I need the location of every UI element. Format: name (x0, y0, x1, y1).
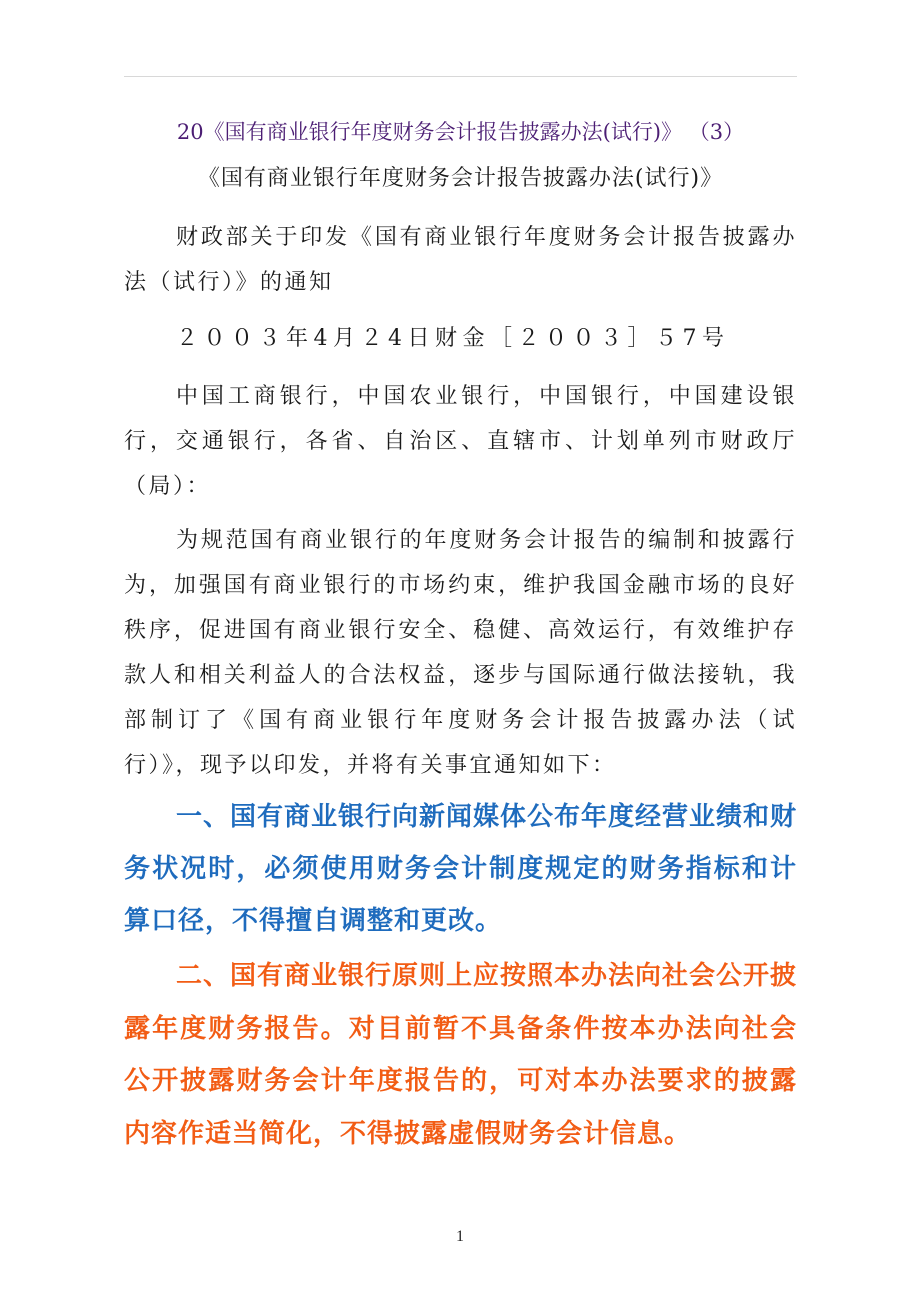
item-one-paragraph: 一、国有商业银行向新闻媒体公布年度经营业绩和财务状况时，必须使用财务会计制度规定的财务指标和计算口径，不得擅自调整和更改。 (124, 802, 798, 936)
recipients-paragraph: 中国工商银行，中国农业银行，中国银行，中国建设银行，交通银行，各省、自治区、直辖市、计划单列市财政厅（局）： (124, 384, 797, 499)
intro-paragraph: 为规范国有商业银行的年度财务会计报告的编制和披露行为，加强国有商业银行的市场约束，维护我国金融市场的良好秩序，促进国有商业银行安全、稳健、高效运行，有效维护存款人和相关利益人的合法权益，逐步与国际通行做法接轨，我部制订了《国有商业银行年度财务会计报告披露办法（试行）》，现予以印发，并将有关事宜通知如下： (124, 528, 797, 778)
item-two-paragraph: 二、国有商业银行原则上应按照本办法向社会公开披露年度财务报告。对目前暂不具备条件按本办法向社会公开披露财务会计年度报告的，可对本办法要求的披露内容作适当简化，不得披露虚假财务会计信息。 (124, 961, 798, 1149)
document-subtitle: 《国有商业银行年度财务会计报告披露办法(试行)》 (197, 166, 724, 191)
header-rule (124, 76, 797, 77)
notice-heading: 财政部关于印发《国有商业银行年度财务会计报告披露办法（试行）》的通知 (124, 225, 797, 295)
document-title: 20《国有商业银行年度财务会计报告披露办法(试行)》 （3） (176, 120, 745, 144)
page-number: 1 (456, 1228, 464, 1245)
date-reference: ２００３年4月２4日财金［２００３］５7号 (176, 326, 730, 351)
